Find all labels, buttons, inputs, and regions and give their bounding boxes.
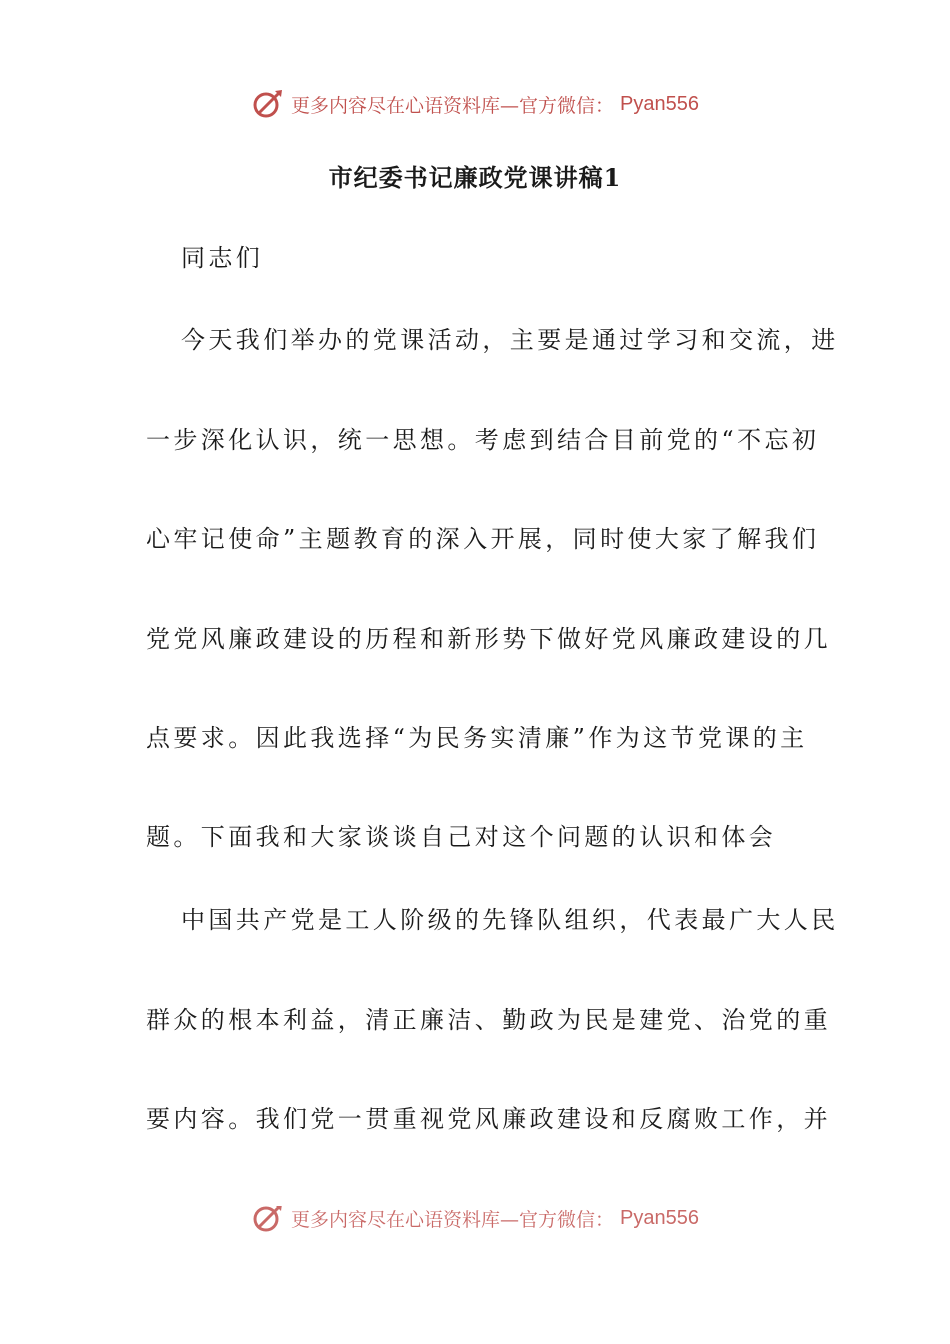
- banner-text: 更多内容尽在心语资料库—官方微信：: [291, 94, 615, 117]
- body-line: 题。下面我和大家谈谈自己对这个问题的认识和体会: [146, 823, 777, 851]
- body-line: 中国共产党是工人阶级的先锋队组织，代表最广大人民: [181, 906, 839, 934]
- body-line: 心牢记使命”主题教育的深入开展，同时使大家了解我们: [146, 525, 820, 553]
- header-banner: [0, 86, 950, 122]
- pen-circle-logo-icon: [251, 1206, 285, 1235]
- pen-circle-logo-icon: [251, 87, 285, 121]
- banner-wechat-id: Pyan556: [620, 1206, 699, 1229]
- body-line: 要内容。我们党一贯重视党风廉政建设和反腐败工作，并: [146, 1105, 831, 1133]
- salutation-line: 同志们: [181, 244, 264, 272]
- banner-text: 更多内容尽在心语资料库—官方微信：: [291, 1208, 615, 1231]
- body-line: 群众的根本利益，清正廉洁、勤政为民是建党、治党的重: [146, 1006, 831, 1034]
- footer-banner: [0, 1206, 950, 1238]
- body-line: 党党风廉政建设的历程和新形势下做好党风廉政建设的几: [146, 625, 831, 653]
- document-title: 市纪委书记廉政党课讲稿1: [328, 163, 622, 192]
- banner-wechat-id: Pyan556: [620, 92, 699, 115]
- body-line: 点要求。因此我选择“为民务实清廉”作为这节党课的主: [146, 724, 808, 752]
- body-line: 今天我们举办的党课活动，主要是通过学习和交流，进: [181, 326, 839, 354]
- body-line: 一步深化认识，统一思想。考虑到结合目前党的“不忘初: [146, 426, 820, 454]
